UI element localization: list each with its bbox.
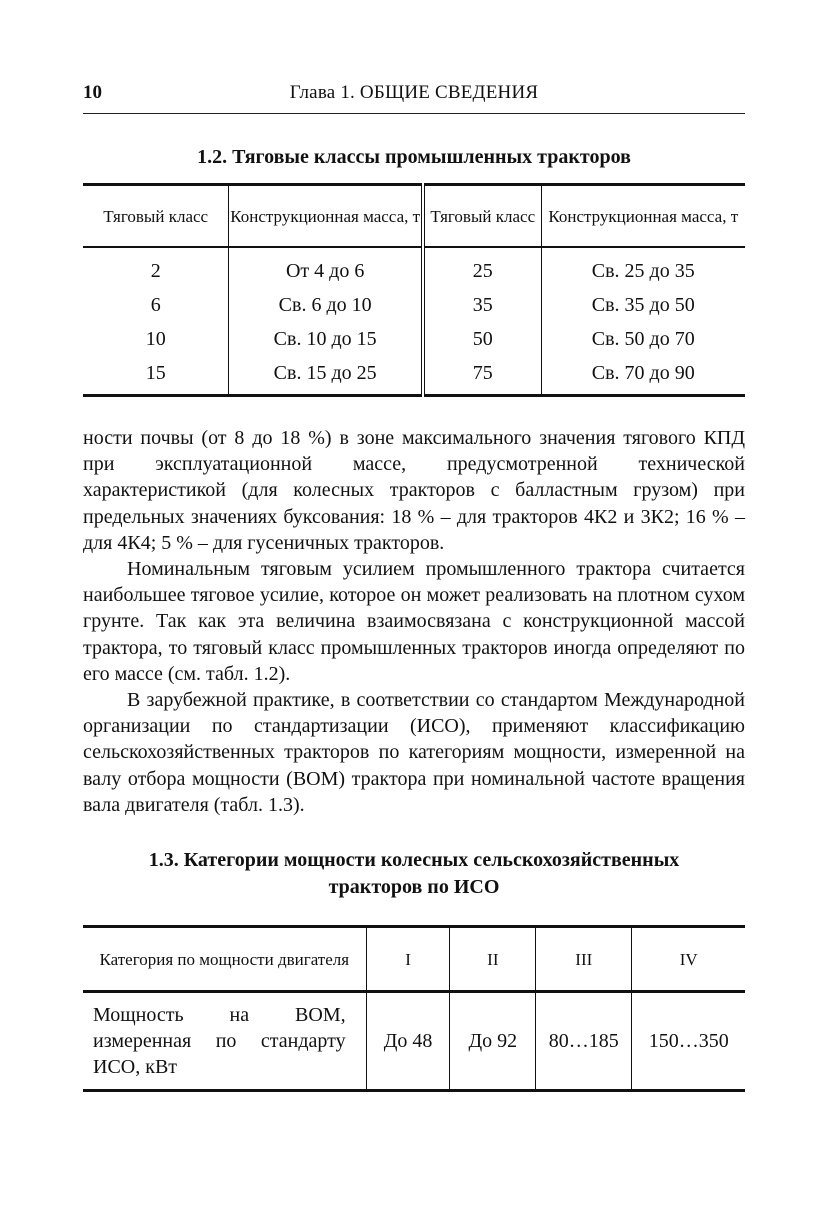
table-row [83, 247, 745, 288]
header-divider [83, 113, 745, 114]
table-cell: 6 [83, 288, 229, 322]
table-header-row [83, 927, 745, 992]
header-cell: Конструкционная масса, т [541, 185, 745, 248]
row-label: Мощность на ВОМ, измеренная по стандарту ИСО, кВт [83, 992, 366, 1091]
running-title: Глава 1. ОБЩИЕ СВЕДЕНИЯ [289, 82, 539, 103]
paragraph: ности почвы (от 8 до 18 %) в зоне максимального значения тягового КПД при эксплуатационной массе, предусмотренной технической характеристикой (для колесных тракторов с балластным грузом) при предельных значениях буксования: 18 % – для тракторов 4К2 и 3К2; 16 % – для 4К4; 5 % – для гусеничных тракторов. [83, 427, 745, 554]
table-cell: До 48 [366, 992, 450, 1091]
header-cell: II [450, 927, 536, 992]
header-cell: III [536, 927, 632, 992]
table-header-row [83, 185, 745, 248]
table-cell: От 4 до 6 [229, 247, 423, 288]
table-1-2 [83, 183, 745, 397]
table-row [83, 322, 745, 356]
caption-line: 1.3. Категории мощности колесных сельскохозяйственных [148, 849, 680, 871]
table-cell: 2 [83, 247, 229, 288]
table-cell: Св. 50 до 70 [591, 327, 695, 350]
header-cell: I [366, 927, 450, 992]
paragraph: В зарубежной практике, в соответствии со стандартом Международной организации по стандартизации (ИСО), применяют классификацию сельскохозяйственных тракторов по категориям мощности, измеренной на валу отбора мощности (ВОМ) трактора при номинальной частоте вращения вала двигателя (табл. 1.3). [83, 689, 745, 816]
table-cell: Св. 25 до 35 [591, 259, 695, 282]
table-cell: Св. 35 до 50 [591, 293, 695, 316]
page-header [83, 82, 745, 112]
table-cell: 10 [83, 322, 229, 356]
header-cell: Категория по мощности двигателя [83, 927, 366, 992]
header-cell: Конструкционная масса, т [229, 185, 423, 248]
table-cell: 50 [423, 322, 541, 356]
table-cell: 75 [423, 356, 541, 396]
table-cell: 80…185 [536, 992, 632, 1091]
table-cell: 150…350 [648, 1029, 729, 1052]
table-cell: Св. 10 до 15 [229, 322, 423, 356]
table-1-3-caption [83, 847, 745, 901]
header-cell: Тяговый класс [423, 185, 541, 248]
table-cell: 15 [83, 356, 229, 396]
table-1-2-caption: 1.2. Тяговые классы промышленных тракторов [197, 146, 631, 168]
table-1-3 [83, 925, 745, 1092]
table-cell: Св. 15 до 25 [229, 356, 423, 396]
header-cell: Тяговый класс [83, 185, 229, 248]
table-cell: До 92 [450, 992, 536, 1091]
table-row [83, 356, 745, 396]
table-cell: Св. 70 до 90 [591, 361, 695, 384]
table-row [83, 288, 745, 322]
paragraph: Номинальным тяговым усилием промышленного трактора считается наибольшее тяговое усилие, которое он может реализовать на плотном сухом грунте. Так как эта величина взаимосвязана с конструкционной массой трактора, то тяговый класс промышленных тракторов иногда определяют по его массе (см. табл. 1.2). [83, 558, 745, 685]
body-text [83, 425, 745, 818]
table-row [83, 992, 745, 1091]
table-cell: 35 [423, 288, 541, 322]
header-cell: IV [632, 927, 745, 992]
caption-line: тракторов по ИСО [328, 876, 500, 898]
table-cell: 25 [423, 247, 541, 288]
table-cell: Св. 6 до 10 [229, 288, 423, 322]
page-number: 10 [83, 82, 102, 103]
